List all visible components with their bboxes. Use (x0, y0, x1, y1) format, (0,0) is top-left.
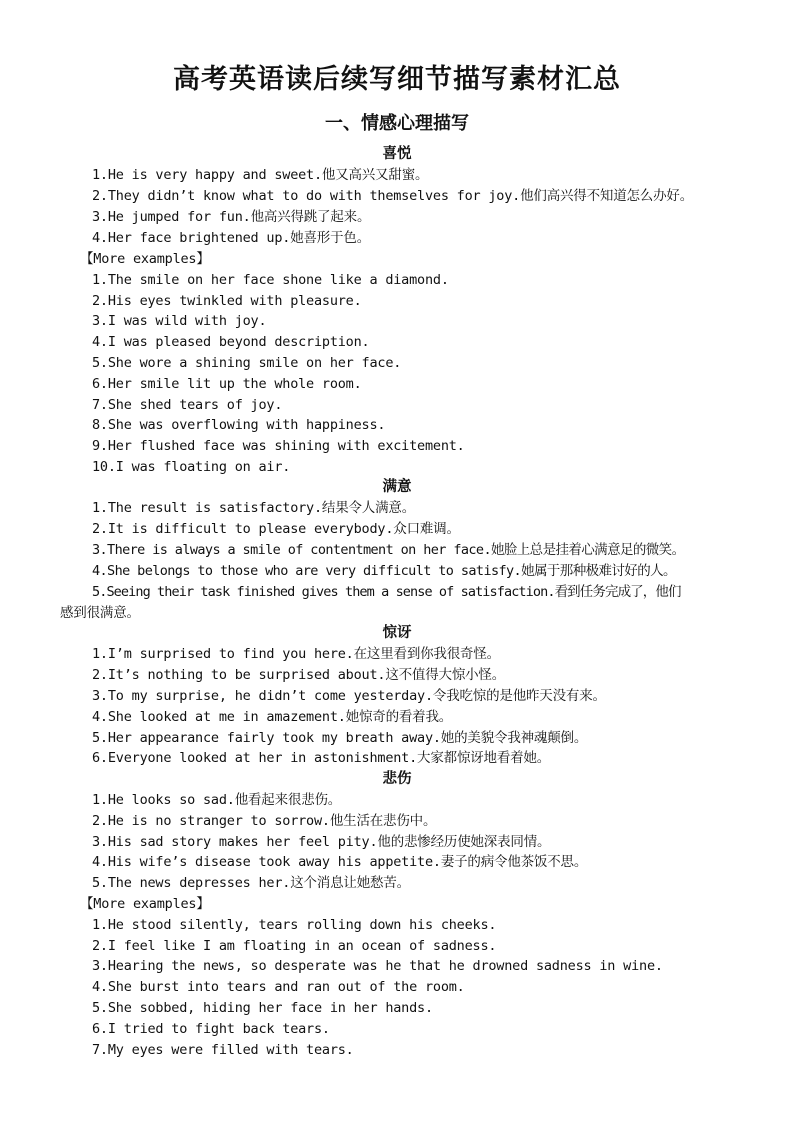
list-item: 4.I was pleased beyond description. (92, 334, 370, 350)
list-item: 3.To my surprise, he didn’t come yesterday.令我吃惊的是他昨天没有来。 (92, 688, 606, 704)
list-item: 2.They didn’t know what to do with themselves for joy.他们高兴得不知道怎么办好。 (92, 188, 694, 204)
list-item: 4.His wife’s disease took away his appetite.妻子的病令他茶饭不思。 (92, 854, 588, 870)
list-item: 1.The result is satisfactory.结果令人满意。 (92, 500, 416, 516)
list-item: 1.He is very happy and sweet.他又高兴又甜蜜。 (92, 167, 429, 183)
list-item: 2.His eyes twinkled with pleasure. (92, 293, 362, 309)
list-item: 6.I tried to fight back tears. (92, 1021, 330, 1037)
list-item: 5.Her appearance fairly took my breath away.她的美貌令我神魂颠倒。 (92, 730, 588, 746)
list-item: 5.Seeing their task finished gives them a sense of satisfaction.看到任务完成了，他们 (92, 584, 681, 600)
page-title: 高考英语读后续写细节描写素材汇总 (173, 64, 621, 95)
list-item: 5.She sobbed, hiding her face in her hands. (92, 1000, 433, 1016)
sadness-heading: 悲伤 (382, 771, 412, 787)
list-item: 1.He looks so sad.他看起来很悲伤。 (92, 792, 342, 808)
list-item: 3.His sad story makes her feel pity.他的悲惨经历使她深表同情。 (92, 834, 551, 850)
list-item: 4.She belongs to those who are very difficult to satisfy.她属于那种极难讨好的人。 (92, 563, 676, 579)
joy-heading: 喜悦 (382, 146, 412, 162)
list-item: 3.He jumped for fun.他高兴得跳了起来。 (92, 209, 371, 225)
list-item: 8.She was overflowing with happiness. (92, 417, 386, 433)
list-item: 7.She shed tears of joy. (92, 397, 283, 413)
list-item-continuation: 感到很满意。 (60, 605, 140, 621)
surprise-heading: 惊讶 (382, 625, 412, 641)
list-item: 2.It is difficult to please everybody.众口难调。 (92, 521, 460, 537)
list-item: 9.Her flushed face was shining with excitement. (92, 438, 465, 454)
list-item: 1.He stood silently, tears rolling down his cheeks. (92, 917, 497, 933)
list-item: 3.There is always a smile of contentment on her face.她脸上总是挂着心满意足的微笑。 (92, 542, 685, 558)
more-examples-label: 【More examples】 (80, 896, 210, 912)
list-item: 3.Hearing the news, so desperate was he that he drowned sadness in wine. (92, 958, 663, 974)
list-item: 10.I was floating on air. (92, 459, 291, 475)
list-item: 2.It’s nothing to be surprised about.这不值得大惊小怪。 (92, 667, 506, 683)
list-item: 4.She looked at me in amazement.她惊奇的看着我。 (92, 709, 453, 725)
list-item: 1.I’m surprised to find you here.在这里看到你我很奇怪。 (92, 646, 500, 662)
satisfaction-heading: 满意 (382, 479, 412, 495)
list-item: 3.I was wild with joy. (92, 313, 267, 329)
list-item: 7.My eyes were filled with tears. (92, 1042, 354, 1058)
list-item: 6.Her smile lit up the whole room. (92, 376, 362, 392)
list-item: 5.The news depresses her.这个消息让她愁苦。 (92, 875, 410, 891)
more-examples-label: 【More examples】 (80, 251, 210, 267)
list-item: 6.Everyone looked at her in astonishment.大家都惊讶地看着她。 (92, 750, 551, 766)
list-item: 4.Her face brightened up.她喜形于色。 (92, 230, 371, 246)
section-heading: 一、情感心理描写 (325, 113, 469, 134)
list-item: 2.He is no stranger to sorrow.他生活在悲伤中。 (92, 813, 437, 829)
list-item: 1.The smile on her face shone like a diamond. (92, 272, 449, 288)
list-item: 2.I feel like I am floating in an ocean of sadness. (92, 938, 497, 954)
list-item: 4.She burst into tears and ran out of the room. (92, 979, 465, 995)
list-item: 5.She wore a shining smile on her face. (92, 355, 402, 371)
